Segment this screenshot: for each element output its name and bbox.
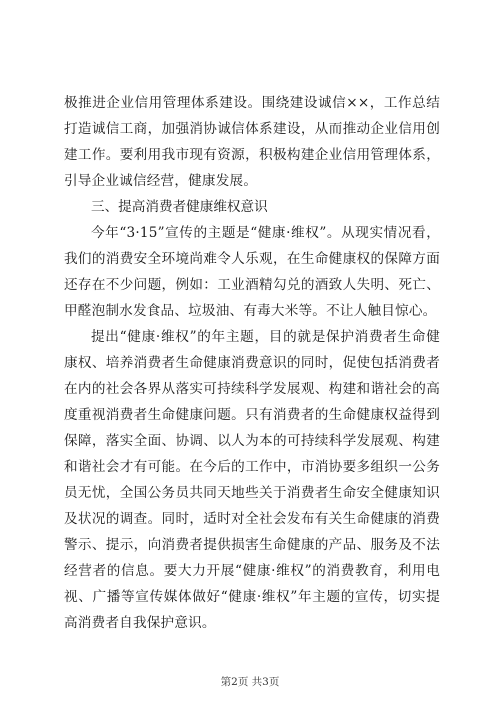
section-heading: 三、提高消费者健康维权意识 [91,199,268,215]
page-number-footer: 第2页 共3页 [220,676,280,688]
paragraph-annual-theme: 提出“健康·维权”的年主题，目的就是保护消费者生命健康权、培养消费者生命健康消费意识的同时，促使包括消费者在内的社会各界从落实可持续科学发展观、构建和谐社会的高度重视消费者生命健康问题。只有消费者的生命健康权益得到保障，落实全面、协调、以人为本的可持续科学发展观、构建和谐社会才有可能。在今后的工作中，市消协要多组织一公务员无忧，全国公务员共同天地些关于消费者生命安全健康知识及状况的调查。同时，适时对全社会发布有关生命健康的消费警示、提示，向消费者提供损害生命健康的产品、服务及不法经营者的信息。要大力开展“健康·维权”的消费教育，利用电视、广播等宣传媒体做好“健康·维权”年主题的宣传，切实提高消费者自我保护意识。 [64,329,440,631]
paragraph-credit-system: 极推进企业信用管理体系建设。围绕建设诚信××，工作总结打造诚信工商，加强消协诚信体系建设，从而推动企业信用创建工作。要利用我市现有资源，积极构建企业信用管理体系，引导企业诚信经营，健康发展。 [64,95,440,189]
document-body [64,90,440,636]
paragraph-theme: 今年“3·15”宣传的主题是“健康·维权”。从现实情况看，我们的消费安全环境尚难令人乐观，在生命健康权的保障方面还存在不少问题，例如：工业酒精勾兑的酒致人失明、死亡、甲醛泡制水发食品、垃圾油、有毒大米等。不让人触目惊心。 [64,225,440,319]
